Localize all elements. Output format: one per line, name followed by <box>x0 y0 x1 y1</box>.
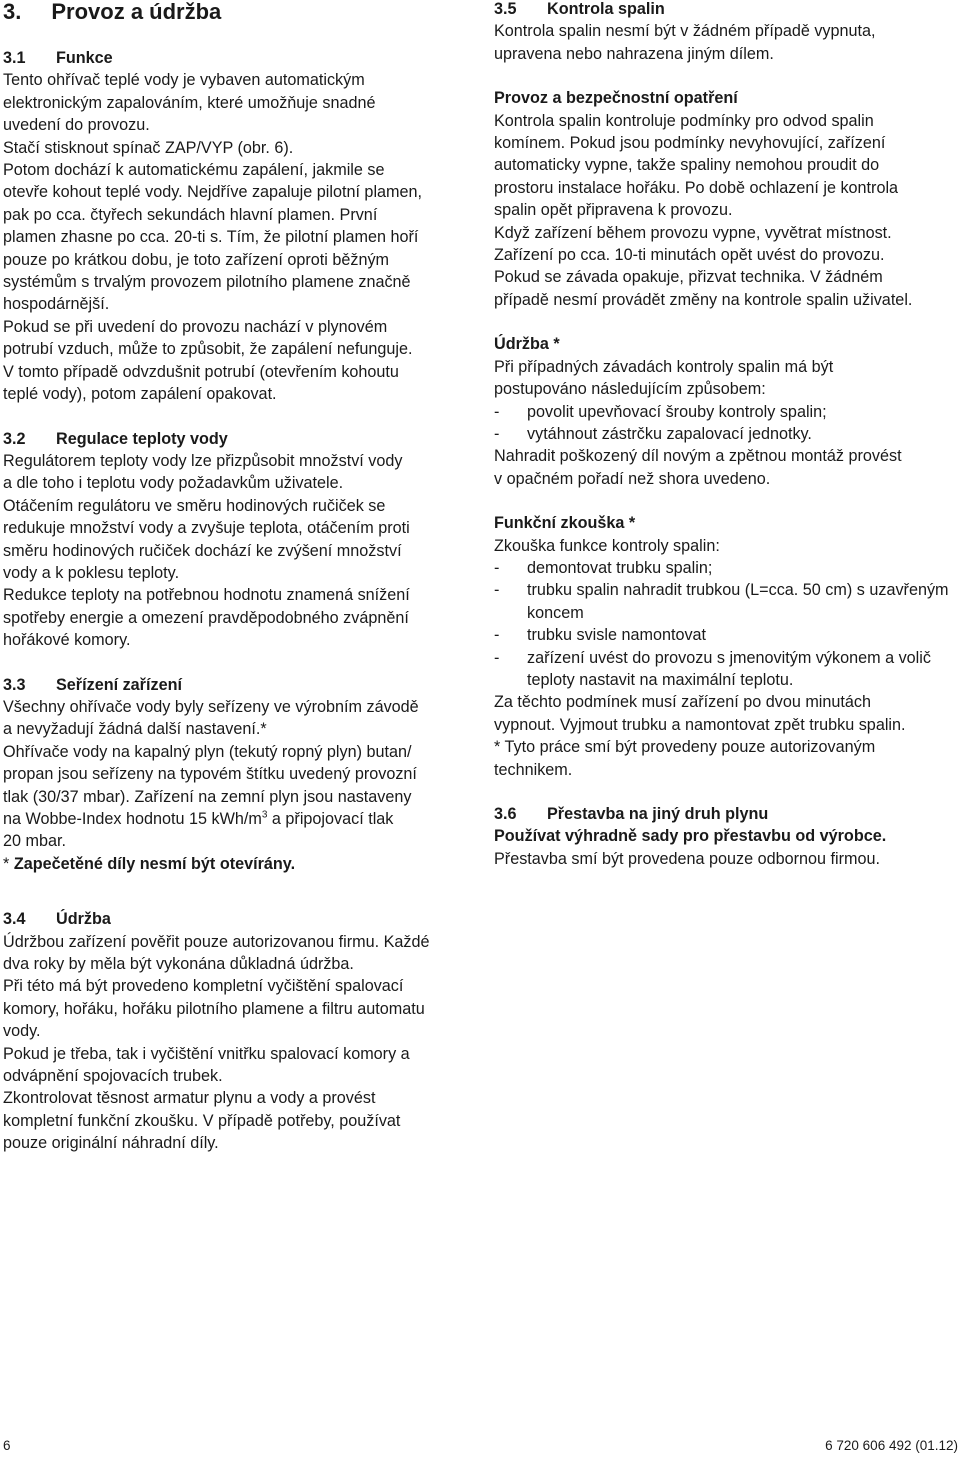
text-line: * Tyto práce smí být provedeny pouze autorizovaným <box>494 738 876 757</box>
text-line: elektronickým zapalováním, které umožňuje snadné <box>3 93 376 112</box>
text-line: tlak (30/37 mbar). Zařízení na zemní plyn jsou nastaveny <box>3 787 412 806</box>
subheading-maintenance: Údržba * <box>494 335 560 354</box>
text-line: směru hodinových ručiček dochází ke zvýšení množství <box>3 541 402 560</box>
wobbe-line <box>3 808 468 830</box>
text-line: Tento ohřívač teplé vody je vybaven automatickým <box>3 71 365 90</box>
text-line: otevře kohout teplé vody. Nejdříve zapaluje pilotní plamen, <box>3 183 423 202</box>
subheading-operation-safety: Provoz a bezpečnostní opatření <box>494 89 738 108</box>
section-3-2-text <box>3 450 468 652</box>
section-number: 3.6 <box>494 805 517 823</box>
page-number: 6 <box>3 1438 11 1453</box>
list-item: - povolit upevňovací šrouby kontroly spalin; <box>494 401 959 423</box>
section-3-4-text <box>3 931 468 1155</box>
text-line: komory, hořáku, hořáku pilotního plamene a filtru automatu <box>3 999 425 1018</box>
text-line: Pokud je třeba, tak i vyčištění vnitřku spalovací komory a <box>3 1044 410 1063</box>
text-line: hospodárnější. <box>3 295 110 314</box>
operation-safety-text <box>494 110 959 312</box>
text-line: pak po cca. čtyřech sekundách hlavní plamen. První <box>3 205 378 224</box>
text-line: Zkontrolovat těsnost armatur plynu a vody a provést <box>3 1089 376 1108</box>
text-line: Pokud se při uvedení do provozu nachází v plynovém <box>3 317 388 336</box>
text-line: Zařízení po cca. 10-ti minutách opět uvést do provozu. <box>494 246 885 265</box>
text-line: a dle toho i teplotu vody požadavkům uživatele. <box>3 474 344 493</box>
text-line: Při případných závadách kontroly spalin má být <box>494 357 834 376</box>
text-line: Zkouška funkce kontroly spalin: <box>494 536 720 555</box>
section-3-1-text <box>3 69 468 405</box>
text-line: komínem. Pokud jsou podmínky nevyhovující, zařízení <box>494 134 886 153</box>
superscript: 3 <box>261 809 268 821</box>
text-line: odvápnění spojovacích trubek. <box>3 1067 223 1086</box>
text-line: Za těchto podmínek musí zařízení po dvou minutách <box>494 693 872 712</box>
section-3-3-text <box>3 696 468 875</box>
text-line: Kontrola spalin nesmí být v žádném případě vypnuta, <box>494 22 876 41</box>
text-line: kompletní funkční zkoušku. V případě potřeby, používat <box>3 1111 401 1130</box>
right-column <box>494 0 959 870</box>
section-title: Seřízení zařízení <box>56 675 182 694</box>
text-line: v opačném pořadí než shora uvedeno. <box>494 469 771 488</box>
note-bold: Zapečetěné díly nesmí být otevírány. <box>13 854 296 873</box>
text-line: Údržbou zařízení pověřit pouze autorizovanou firmu. Každé <box>3 932 430 951</box>
list-item: - vytáhnout zástrčku zapalovací jednotky. <box>494 423 959 445</box>
text-line: Všechny ohřívače vody byly seřízeny ve výrobním závodě <box>3 697 419 716</box>
section-number: 3.1 <box>3 49 26 67</box>
text-line: automaticky vypne, takže spaliny nemohou proudit do <box>494 156 880 175</box>
wobbe-text: na Wobbe-Index hodnotu 15 kWh/m <box>3 810 262 828</box>
text-line: Při této má být provedeno kompletní vyčištění spalovací <box>3 977 404 996</box>
section-heading-3-2 <box>3 428 468 450</box>
text-line: potrubí vzduch, může to způsobit, že zapálení nefunguje. <box>3 340 413 359</box>
sealed-parts-note <box>3 853 468 875</box>
text-line: Nahradit poškozený díl novým a zpětnou montáž provést <box>494 447 902 466</box>
section-number: 3.2 <box>3 429 26 448</box>
document-number: 6 720 606 492 (01.12) <box>825 1438 958 1453</box>
chapter-title <box>3 0 468 24</box>
wobbe-text-end: a připojovací tlak <box>267 810 394 828</box>
text-line: Když zařízení během provozu vypne, vyvětrat místnost. <box>494 223 892 242</box>
text-line: teplé vody), potom zapálení opakovat. <box>3 385 277 404</box>
text-line: spotřeby energie a omezení pravděpodobného zvápnění <box>3 608 409 627</box>
text-line: pouze po krátkou dobu, je toto zařízení oproti běžným <box>3 250 390 269</box>
note-star: * <box>3 854 14 873</box>
text-line: prostoru instalace hořáku. Po době ochlazení je kontrola <box>494 178 899 197</box>
list-item: - trubku svisle namontovat <box>494 624 959 646</box>
text-line: plamen zhasne po cca. 20-ti s. Tím, že pilotní plamen hoří <box>3 228 419 247</box>
section-heading-3-3 <box>3 674 468 696</box>
section-number: 3.4 <box>3 910 26 929</box>
section-title: Funkce <box>56 49 113 67</box>
section-heading-3-5 <box>494 0 959 20</box>
text-line: vody a k poklesu teploty. <box>3 563 180 582</box>
text-line: pouze originální náhradní díly. <box>3 1134 219 1153</box>
text-line: spalin opět připravena k provozu. <box>494 201 733 220</box>
section-number: 3.3 <box>3 675 26 694</box>
section-heading-3-4 <box>3 908 468 930</box>
left-column <box>3 0 468 1155</box>
text-line: upravena nebo nahrazena jiným dílem. <box>494 44 774 63</box>
section-number: 3.5 <box>494 0 517 18</box>
text-line: a nevyžadují žádná další nastavení.* <box>3 720 267 739</box>
text-line: propan jsou seřízeny na typovém štítku uvedený provozní <box>3 765 417 784</box>
list-item: - trubku spalin nahradit trubkou (L=cca. 50 cm) s uzavřeným koncem <box>494 579 959 624</box>
subheading-function-test: Funkční zkouška * <box>494 514 636 533</box>
text-line: hořákové komory. <box>3 631 131 650</box>
text-line: vody. <box>3 1022 41 1041</box>
text-line: Přestavba smí být provedena pouze odbornou firmou. <box>494 849 881 868</box>
function-test-steps <box>494 557 959 691</box>
text-line: technikem. <box>494 760 573 779</box>
list-item: - demontovat trubku spalin; <box>494 557 959 579</box>
section-title: Regulace teploty vody <box>56 429 228 448</box>
section-heading-3-1 <box>3 47 468 69</box>
chapter-title-text: Provoz a údržba <box>51 0 222 24</box>
text-line: 20 mbar. <box>3 832 66 851</box>
text-line: postupováno následujícím způsobem: <box>494 380 766 399</box>
chapter-number: 3. <box>3 0 22 24</box>
text-line: případě nesmí provádět změny na kontrole spalin uživatel. <box>494 290 913 309</box>
text-line: Potom dochází k automatickému zapálení, jakmile se <box>3 161 385 180</box>
text-line: uvedení do provozu. <box>3 116 150 135</box>
text-line: dva roky by měla být vykonána důkladná údržba. <box>3 955 354 974</box>
text-line: V tomto případě odvzdušnit potrubí (otevřením kohoutu <box>3 362 399 381</box>
text-line: Regulátorem teploty vody lze přizpůsobit množství vody <box>3 451 403 470</box>
section-title: Údržba <box>56 910 111 929</box>
text-line: Kontrola spalin kontroluje podmínky pro odvod spalin <box>494 111 874 130</box>
text-line: vypnout. Vyjmout trubku a namontovat zpět trubku spalin. <box>494 715 906 734</box>
text-line: systémům s trvalým provozem pilotního plamene značně <box>3 273 411 292</box>
text-line: redukuje množství vody a zvyšuje teplota, otáčením proti <box>3 519 410 538</box>
text-line: Otáčením regulátoru ve směru hodinových ručiček se <box>3 496 386 515</box>
section-title: Přestavba na jiný druh plynu <box>547 805 769 823</box>
maintenance-steps <box>494 401 959 446</box>
section-title: Kontrola spalin <box>547 0 665 18</box>
section-heading-3-6 <box>494 803 959 825</box>
text-line: Pokud se závada opakuje, přizvat technika. V žádném <box>494 268 883 287</box>
list-item: - zařízení uvést do provozu s jmenovitým výkonem a volič teploty nastavit na maximální teplotu. <box>494 647 959 692</box>
text-line: Ohřívače vody na kapalný plyn (tekutý ropný plyn) butan/ <box>3 742 412 761</box>
text-line: Redukce teploty na potřebnou hodnotu znamená snížení <box>3 586 410 605</box>
conversion-warning: Používat výhradně sady pro přestavbu od výrobce. <box>494 827 887 846</box>
text-line: Stačí stisknout spínač ZAP/VYP (obr. 6). <box>3 138 294 157</box>
